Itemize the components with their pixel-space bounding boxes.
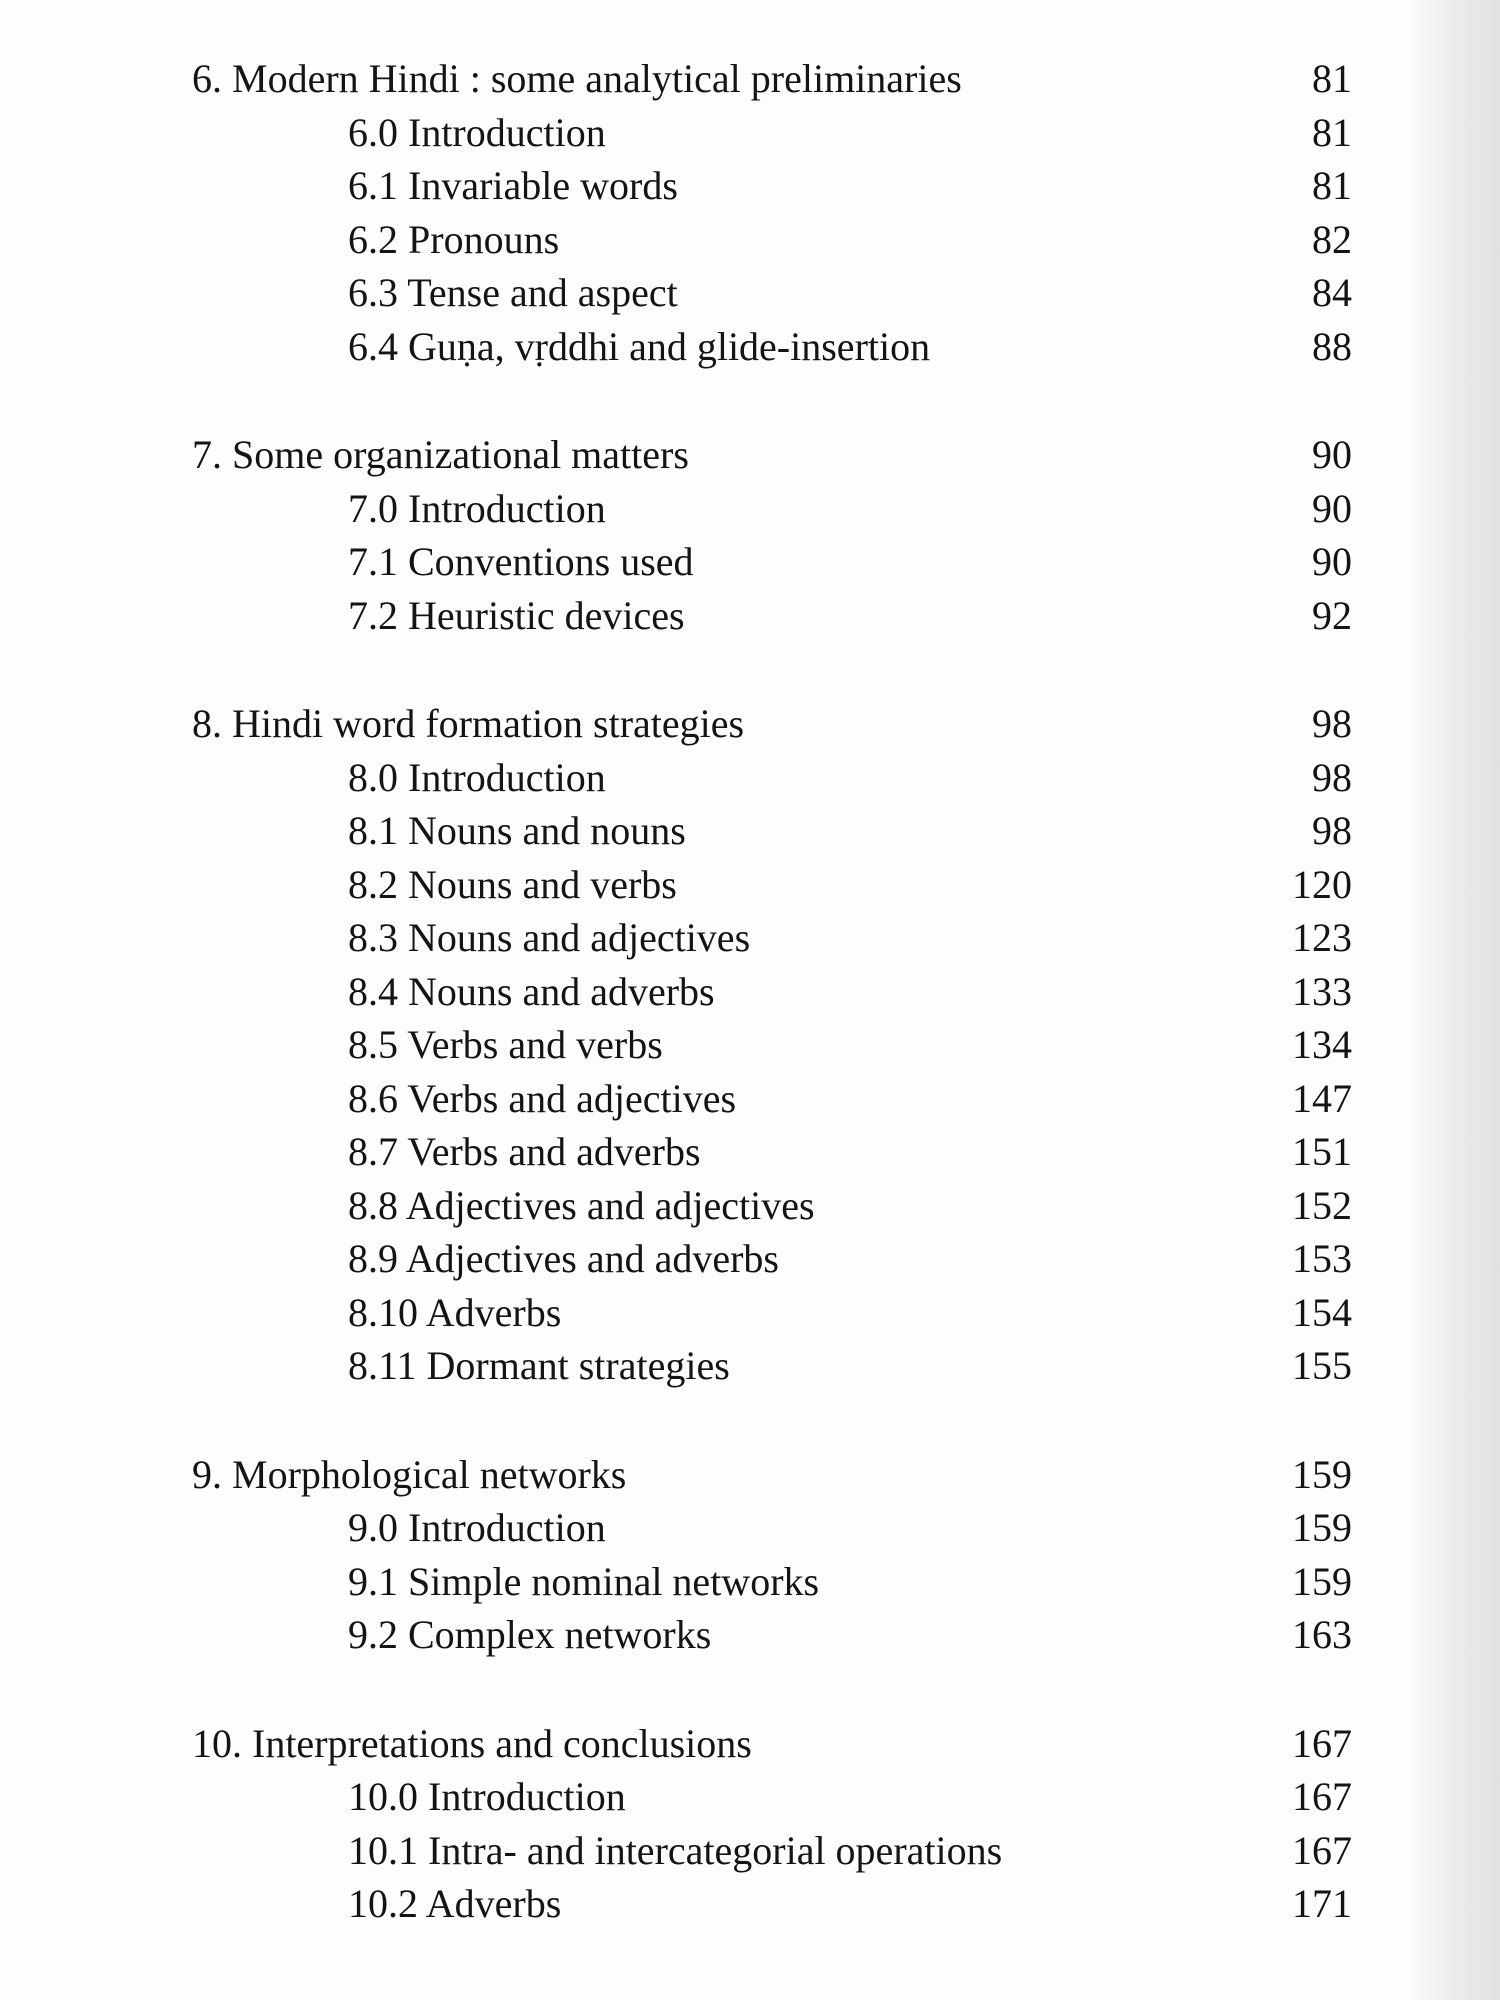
section-title: 8.7 Verbs and adverbs xyxy=(348,1129,701,1174)
chapter-heading-row xyxy=(192,52,1352,106)
section-page-number: 151 xyxy=(1292,1129,1352,1174)
section-page-number: 98 xyxy=(1312,808,1352,853)
section-title: 7.2 Heuristic devices xyxy=(348,592,685,638)
section-title: 6.1 Invariable words xyxy=(348,163,678,208)
toc-chapter xyxy=(192,697,1352,1393)
section-title: 8.11 Dormant strategies xyxy=(348,1343,730,1388)
section-page-number: 133 xyxy=(1292,968,1352,1014)
section-page-number: 155 xyxy=(1292,1343,1352,1388)
toc-chapter xyxy=(192,1717,1352,1931)
toc-entry-row xyxy=(192,1770,1352,1824)
chapter-title: 8. Hindi word formation strategies xyxy=(192,701,745,746)
section-page-number: 159 xyxy=(1292,1505,1352,1550)
section-page-number: 159 xyxy=(1292,1558,1352,1604)
toc-entry-row xyxy=(192,106,1352,160)
chapter-heading-row xyxy=(192,697,1352,751)
chapter-page-number: 90 xyxy=(1312,432,1352,477)
section-title: 10.0 Introduction xyxy=(348,1774,626,1819)
section-page-number: 88 xyxy=(1312,323,1352,369)
toc-entry-row xyxy=(192,858,1352,912)
section-page-number: 171 xyxy=(1292,1881,1352,1926)
section-page-number: 153 xyxy=(1292,1236,1352,1281)
toc-entry-row xyxy=(192,1125,1352,1179)
section-page-number: 120 xyxy=(1292,861,1352,907)
chapter-heading-row xyxy=(192,1448,1352,1502)
toc-entry-row xyxy=(192,1608,1352,1662)
toc-chapter xyxy=(192,428,1352,642)
section-title: 8.2 Nouns and verbs xyxy=(348,861,677,907)
section-page-number: 84 xyxy=(1312,270,1352,315)
section-title: 8.10 Adverbs xyxy=(348,1289,562,1335)
chapter-title: 6. Modern Hindi : some analytical preliminaries xyxy=(192,56,962,101)
section-page-number: 167 xyxy=(1292,1774,1352,1819)
section-title: 8.4 Nouns and adverbs xyxy=(348,968,715,1014)
toc-entry-row xyxy=(192,482,1352,536)
chapter-title: 10. Interpretations and conclusions xyxy=(192,1720,752,1766)
section-title: 8.6 Verbs and adjectives xyxy=(348,1075,737,1121)
section-title: 6.2 Pronouns xyxy=(348,216,560,262)
section-page-number: 123 xyxy=(1292,915,1352,960)
section-title: 6.0 Introduction xyxy=(348,109,606,155)
toc-entry-row xyxy=(192,266,1352,320)
section-title: 7.0 Introduction xyxy=(348,485,606,531)
toc-chapter xyxy=(192,52,1352,373)
section-page-number: 167 xyxy=(1292,1827,1352,1873)
chapter-page-number: 159 xyxy=(1292,1451,1352,1497)
toc-entry-row xyxy=(192,535,1352,589)
chapter-heading-row xyxy=(192,1717,1352,1771)
toc-entry-row xyxy=(192,1339,1352,1393)
chapter-page-number: 167 xyxy=(1292,1720,1352,1766)
section-title: 8.1 Nouns and nouns xyxy=(348,808,686,853)
section-page-number: 90 xyxy=(1312,539,1352,584)
toc-entry-row xyxy=(192,911,1352,965)
section-title: 6.3 Tense and aspect xyxy=(348,270,678,315)
section-title: 8.9 Adjectives and adverbs xyxy=(348,1236,779,1281)
toc-entry-row xyxy=(192,159,1352,213)
section-page-number: 92 xyxy=(1312,592,1352,638)
section-page-number: 147 xyxy=(1292,1075,1352,1121)
section-title: 6.4 Guṇa, vṛddhi and glide-insertion xyxy=(348,323,931,369)
section-title: 8.5 Verbs and verbs xyxy=(348,1022,663,1067)
section-title: 9.2 Complex networks xyxy=(348,1612,712,1657)
toc-entry-row xyxy=(192,804,1352,858)
section-page-number: 82 xyxy=(1312,216,1352,262)
toc-entry-row xyxy=(192,1072,1352,1126)
section-page-number: 163 xyxy=(1292,1612,1352,1657)
toc-chapter xyxy=(192,1448,1352,1662)
section-page-number: 81 xyxy=(1312,109,1352,155)
section-title: 9.1 Simple nominal networks xyxy=(348,1558,820,1604)
toc-entry-row xyxy=(192,1232,1352,1286)
chapter-title: 7. Some organizational matters xyxy=(192,432,689,477)
section-title: 8.3 Nouns and adjectives xyxy=(348,915,751,960)
toc-entry-row xyxy=(192,965,1352,1019)
section-page-number: 152 xyxy=(1292,1182,1352,1228)
section-page-number: 134 xyxy=(1292,1022,1352,1067)
chapter-heading-row xyxy=(192,428,1352,482)
section-title: 8.8 Adjectives and adjectives xyxy=(348,1182,815,1228)
toc-entry-row xyxy=(192,1877,1352,1931)
chapter-page-number: 81 xyxy=(1312,56,1352,101)
chapter-title: 9. Morphological networks xyxy=(192,1451,627,1497)
toc-entry-row xyxy=(192,1824,1352,1878)
toc-entry-row xyxy=(192,1501,1352,1555)
page-edge-shadow xyxy=(1405,0,1500,2000)
toc-entry-row xyxy=(192,1555,1352,1609)
section-title: 10.2 Adverbs xyxy=(348,1881,562,1926)
toc-entry-row xyxy=(192,751,1352,805)
section-title: 7.1 Conventions used xyxy=(348,539,694,584)
toc-entry-row xyxy=(192,589,1352,643)
toc-entry-row xyxy=(192,1018,1352,1072)
section-title: 8.0 Introduction xyxy=(348,754,606,800)
toc-entry-row xyxy=(192,1179,1352,1233)
toc-entry-row xyxy=(192,213,1352,267)
table-of-contents xyxy=(192,52,1352,1986)
chapter-page-number: 98 xyxy=(1312,701,1352,746)
section-page-number: 98 xyxy=(1312,754,1352,800)
toc-entry-row xyxy=(192,320,1352,374)
section-title: 10.1 Intra- and intercategorial operations xyxy=(348,1827,1003,1873)
section-page-number: 154 xyxy=(1292,1289,1352,1335)
toc-entry-row xyxy=(192,1286,1352,1340)
section-page-number: 81 xyxy=(1312,163,1352,208)
section-title: 9.0 Introduction xyxy=(348,1505,606,1550)
section-page-number: 90 xyxy=(1312,485,1352,531)
